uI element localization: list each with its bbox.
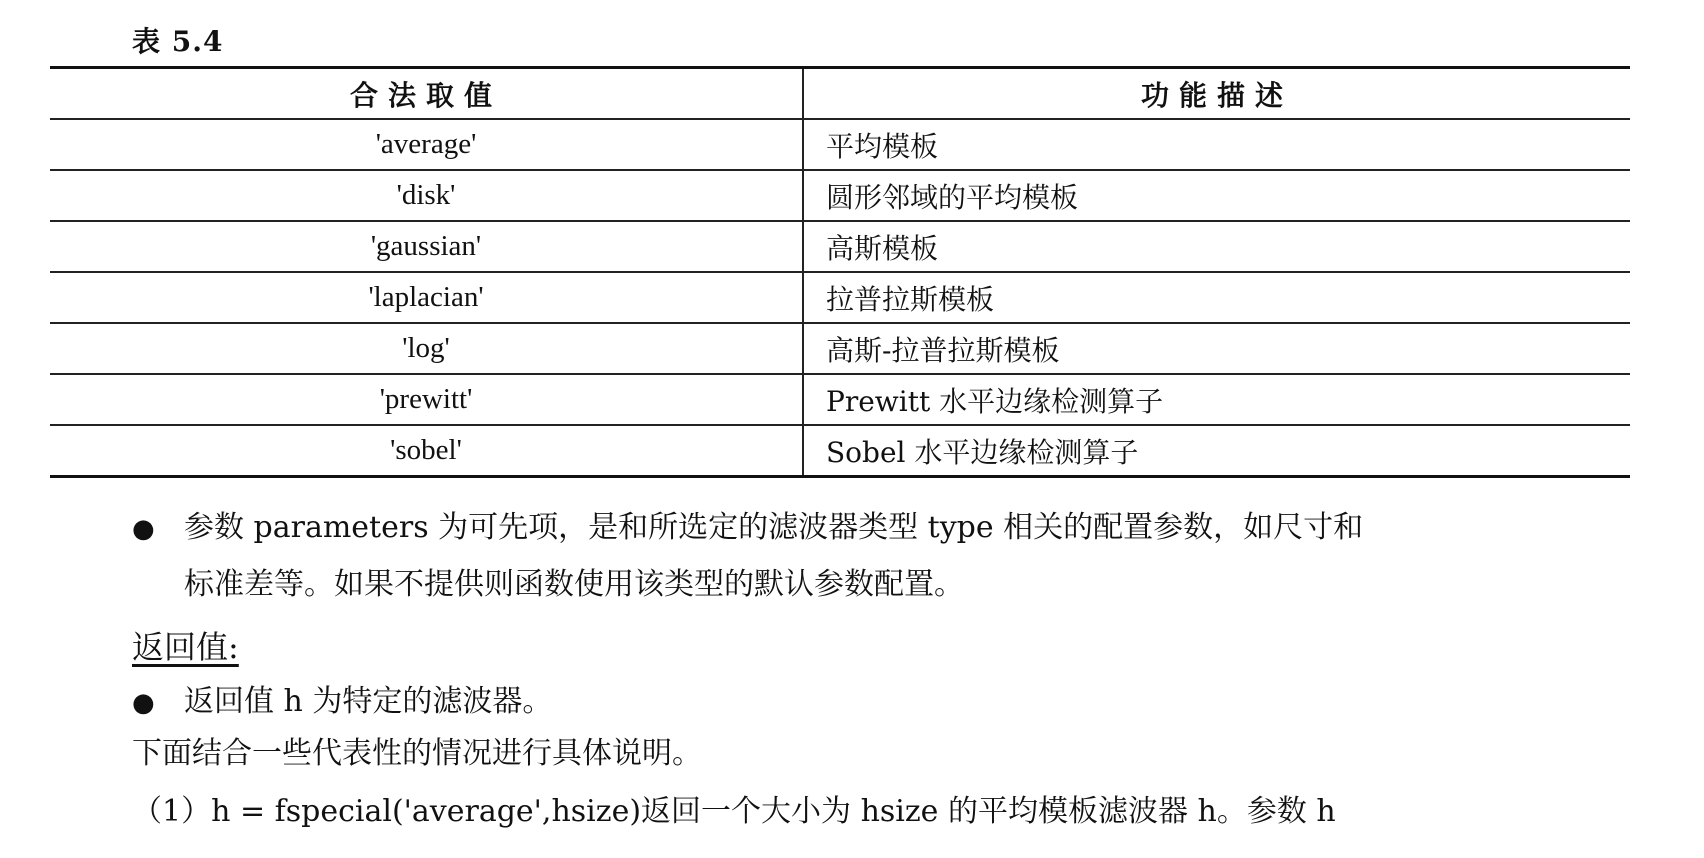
item-1-paragraph: （1）h = fspecial('average',hsize)返回一个大小为 hsize 的平均模板滤波器 h。参数 h	[132, 794, 1336, 829]
table-caption: 表 5.4	[132, 25, 224, 58]
table-row	[50, 425, 1630, 477]
cell-value: 'log'	[50, 323, 803, 374]
cell-description: Prewitt 水平边缘检测算子	[803, 374, 1630, 425]
cell-description: 圆形邻域的平均模板	[803, 170, 1630, 221]
return-value-heading: 返回值:	[132, 628, 239, 666]
table-row	[50, 323, 1630, 374]
cell-description: 平均模板	[803, 119, 1630, 170]
cell-description: Sobel 水平边缘检测算子	[803, 425, 1630, 477]
table-row	[50, 374, 1630, 425]
bullet-dot-icon: ●	[132, 514, 155, 544]
cell-value: 'gaussian'	[50, 221, 803, 272]
values-table	[50, 66, 1630, 478]
cell-value: 'sobel'	[50, 425, 803, 477]
cell-value: 'prewitt'	[50, 374, 803, 425]
table-header-row	[50, 68, 1630, 120]
intro-paragraph: 下面结合一些代表性的情况进行具体说明。	[132, 736, 702, 771]
parameters-text-line1: 参数 parameters 为可先项，是和所选定的滤波器类型 type 相关的配置参数，如尺寸和	[184, 510, 1364, 545]
table-row	[50, 221, 1630, 272]
return-value-text: 返回值 h 为特定的滤波器。	[184, 684, 553, 719]
column-header-description: 功能描述	[803, 68, 1630, 120]
parameters-text-line2: 标准差等。如果不提供则函数使用该类型的默认参数配置。	[184, 567, 964, 602]
cell-description: 高斯模板	[803, 221, 1630, 272]
return-value-bullet	[132, 674, 552, 731]
table-row	[50, 170, 1630, 221]
parameters-bullet	[132, 500, 1652, 613]
cell-description: 拉普拉斯模板	[803, 272, 1630, 323]
bullet-dot-icon: ●	[132, 688, 155, 718]
cell-value: 'laplacian'	[50, 272, 803, 323]
table-row	[50, 119, 1630, 170]
table-row	[50, 272, 1630, 323]
cell-description: 高斯-拉普拉斯模板	[803, 323, 1630, 374]
cell-value: 'average'	[50, 119, 803, 170]
column-header-value: 合法取值	[50, 68, 803, 120]
cell-value: 'disk'	[50, 170, 803, 221]
